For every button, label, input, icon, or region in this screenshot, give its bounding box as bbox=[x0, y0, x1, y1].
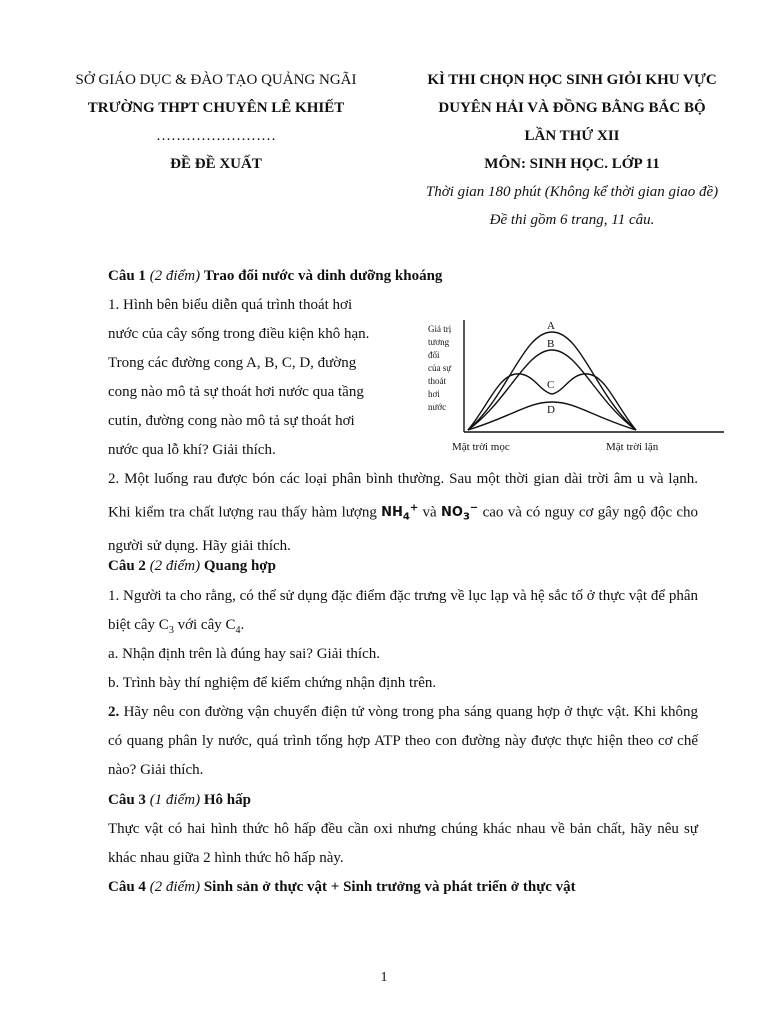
exam-pages: Đề thi gồm 6 trang, 11 câu. bbox=[489, 212, 655, 228]
q3-points: (1 điểm) bbox=[149, 792, 201, 808]
school-name: TRƯỜNG THPT CHUYÊN LÊ KHIẾT bbox=[87, 100, 345, 116]
q1-line: Trong các đường cong A, B, C, D, đường bbox=[108, 355, 357, 371]
x-label-sunset: Mặt trời lặn bbox=[606, 441, 659, 453]
q2-heading bbox=[108, 552, 698, 581]
q2-part2 bbox=[108, 698, 698, 785]
q1-part1 bbox=[108, 291, 404, 465]
page-number: 1 bbox=[380, 970, 388, 985]
c3-sub: 3 bbox=[168, 625, 174, 636]
header-right bbox=[392, 66, 752, 234]
exam-subject: MÔN: SINH HỌC. LỚP 11 bbox=[484, 156, 660, 172]
q1-line: cong nào mô tả sự thoát hơi nước qua tầng bbox=[108, 384, 364, 400]
q2-part1 bbox=[108, 582, 698, 645]
header-left bbox=[46, 66, 386, 178]
q3-heading bbox=[108, 786, 698, 815]
q1-title: Trao đổi nước và dinh dưỡng khoáng bbox=[203, 268, 443, 284]
q1-heading bbox=[108, 262, 698, 291]
ammonium-formula bbox=[381, 503, 419, 523]
q1-line: nước của cây sống trong điều kiện khô hạn. bbox=[108, 326, 370, 342]
q4-heading bbox=[108, 873, 698, 902]
exam-title-line2: DUYÊN HẢI VÀ ĐỒNG BẰNG BẮC BỘ bbox=[438, 100, 706, 116]
ylabel-line: thoát bbox=[428, 376, 446, 386]
q2-points: (2 điểm) bbox=[149, 558, 201, 574]
q2-title: Quang hợp bbox=[203, 558, 276, 574]
ammonium-sub: 4 bbox=[402, 511, 410, 523]
q4-title: Sinh sản ở thực vật + Sinh trưởng và phát triển ở thực vật bbox=[203, 879, 576, 895]
q1-part2-text-a: 2. Một luống rau được bón các loại phân bình thường. Sau một thời gian dài trời âm u và lạnh. Khi kiểm tra chất lượng rau thấy hàm lượng bbox=[108, 471, 698, 521]
q1-points: (2 điểm) bbox=[149, 268, 201, 284]
department-name: SỞ GIÁO DỤC & ĐÀO TẠO QUẢNG NGÃI bbox=[75, 72, 357, 88]
q2-part1-text-mid: với cây C bbox=[177, 617, 236, 633]
ylabel-line: Giá trị bbox=[428, 324, 452, 334]
curve-label-a: A bbox=[547, 320, 555, 332]
c4-sub: 4 bbox=[235, 625, 241, 636]
q3-text: Thực vật có hai hình thức hô hấp đều cần oxi nhưng chúng khác nhau về bản chất, hãy nêu sự khác nhau giữa 2 hình thức hô hấp này. bbox=[108, 821, 698, 866]
exam-title-line1: KÌ THI CHỌN HỌC SINH GIỎI KHU VỰC bbox=[427, 72, 717, 88]
q3-label: Câu 3 bbox=[108, 792, 146, 808]
ylabel-line: tương bbox=[428, 337, 450, 347]
q2-label: Câu 2 bbox=[108, 558, 146, 574]
q2-part2-text: Hãy nêu con đường vận chuyển điện tử vòng trong pha sáng quang hợp ở thực vật. Khi không có quang phân ly nước, quá trình tổng hợp ATP theo con đường này được thực hiện theo cơ chế nào? Giải thích. bbox=[108, 704, 698, 778]
ylabel-line: của sự bbox=[428, 363, 452, 373]
q2-part1-text-end: . bbox=[240, 617, 245, 633]
q2-part-a: a. Nhận định trên là đúng hay sai? Giải thích. bbox=[108, 646, 381, 662]
q2-part-b: b. Trình bày thí nghiệm để kiểm chứng nhận định trên. bbox=[108, 675, 437, 691]
ylabel-line: đối bbox=[428, 350, 440, 360]
dotted-line: …………………… bbox=[156, 128, 276, 144]
q1-line: 1. Hình bên biểu diễn quá trình thoát hơi bbox=[108, 297, 353, 313]
q4-label: Câu 4 bbox=[108, 879, 146, 895]
nitrate-sup: − bbox=[469, 503, 479, 514]
q1-part2-text-b: cao và có nguy cơ gây ngộ độc cho người sử dụng. Hãy giải thích. bbox=[108, 504, 699, 554]
ylabel-line: hơi bbox=[428, 389, 440, 399]
nitrate-sub: 3 bbox=[462, 511, 470, 523]
q2-part2-number: 2. bbox=[108, 704, 120, 720]
q1-label: Câu 1 bbox=[108, 268, 146, 284]
curve-label-d: D bbox=[547, 404, 555, 416]
ylabel-line: nước bbox=[428, 402, 447, 412]
nitrate-formula bbox=[441, 503, 479, 523]
q4-points: (2 điểm) bbox=[149, 879, 201, 895]
q1-line: nước qua lỗ khí? Giải thích. bbox=[108, 442, 276, 458]
exam-edition: LẦN THỨ XII bbox=[524, 128, 620, 144]
transpiration-chart bbox=[428, 316, 728, 456]
q2-part1-text-a: 1. Người ta cho rằng, có thể sử dụng đặc điểm đặc trưng về lục lạp và hệ sắc tố ở thực vật để phân biệt cây C bbox=[108, 588, 698, 633]
exam-duration: Thời gian 180 phút (Không kể thời gian giao đề) bbox=[425, 184, 719, 200]
transpiration-figure bbox=[428, 316, 728, 456]
and-word: và bbox=[422, 504, 437, 521]
nitrate-symbol: NO bbox=[441, 505, 463, 521]
curve-label-b: B bbox=[547, 338, 555, 350]
ammonium-sup: + bbox=[409, 503, 419, 514]
x-label-sunrise: Mặt trời mọc bbox=[452, 441, 510, 453]
q1-part2 bbox=[108, 465, 698, 561]
q3-title: Hô hấp bbox=[203, 792, 251, 808]
q1-line: cutin, đường cong nào mô tả sự thoát hơi bbox=[108, 413, 355, 429]
proposal-label: ĐỀ ĐỀ XUẤT bbox=[170, 156, 262, 172]
ammonium-symbol: NH bbox=[381, 505, 403, 521]
curve-label-c: C bbox=[547, 379, 555, 391]
